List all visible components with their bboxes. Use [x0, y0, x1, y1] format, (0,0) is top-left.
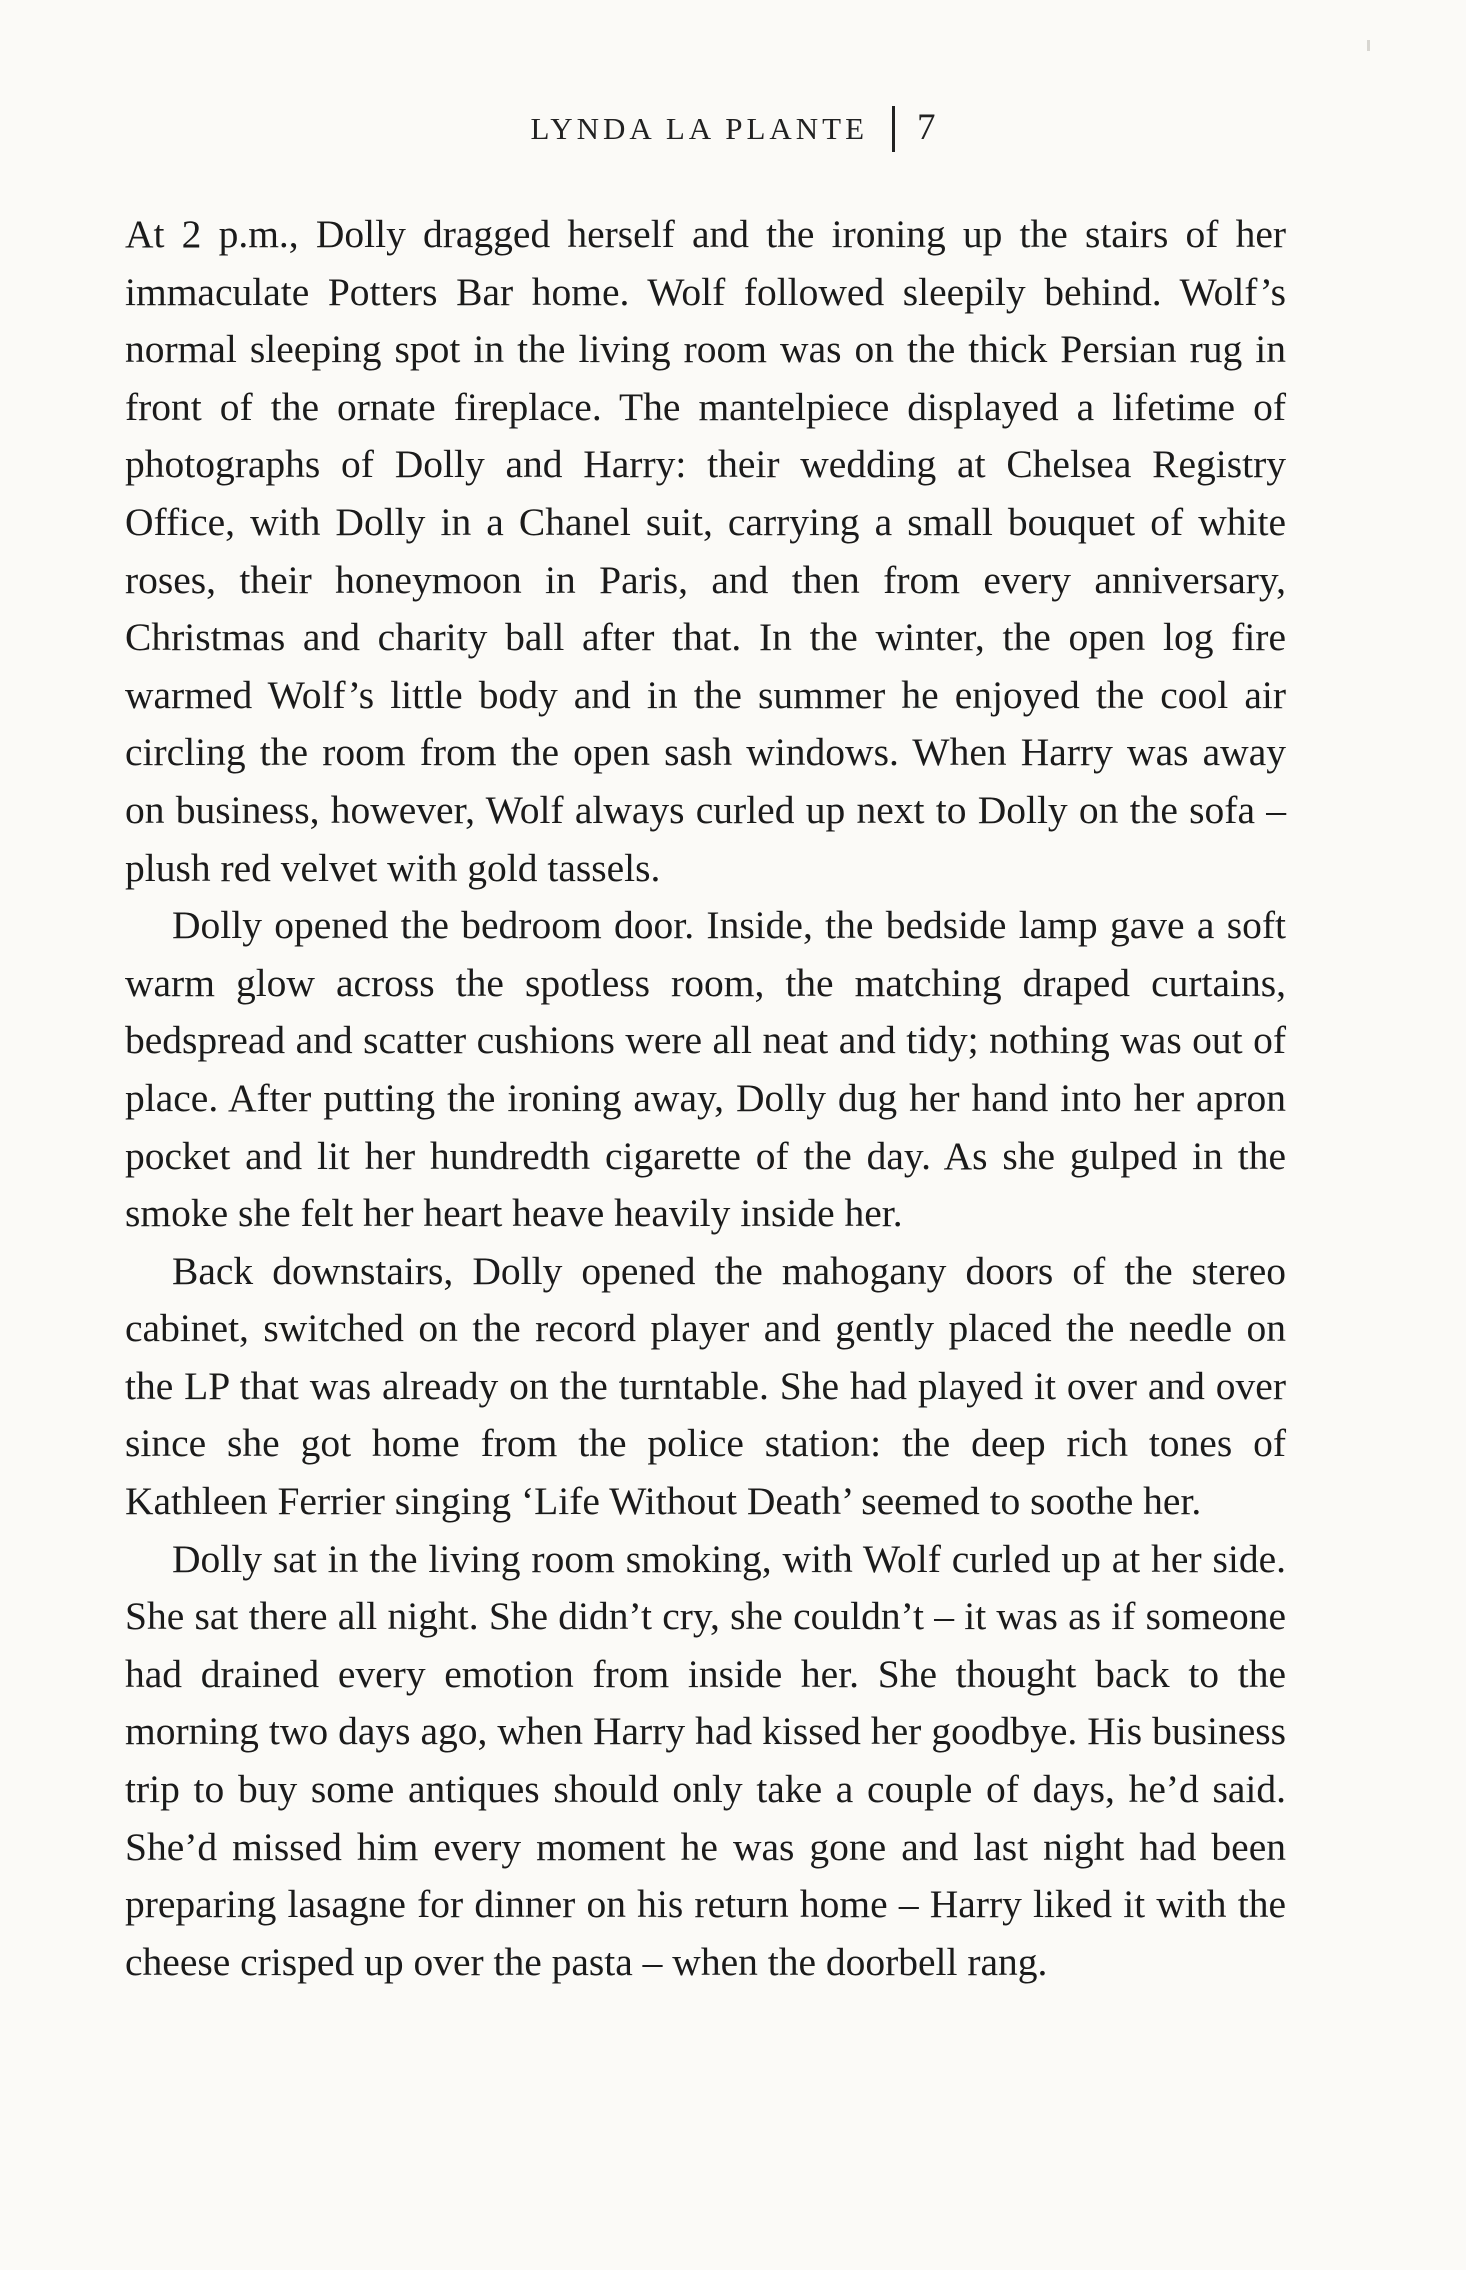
running-head: [0, 104, 1466, 155]
paragraph-3: Back downstairs, Dolly opened the mahogany doors of the stereo cabinet, switched on the record player and gently placed the needle on the LP that was already on the turntable. She had played it over and over since she got home from the police station: the deep rich tones of Kathleen Ferrier singing ‘Life Without Death’ seemed to soothe her.: [125, 1248, 1286, 1524]
paragraph-2: Dolly opened the bedroom door. Inside, the bedside lamp gave a soft warm glow across the spotless room, the matching draped curtains, bedspread and scatter cushions were all neat and tidy; nothing was out of place. After putting the ironing away, Dolly dug her hand into her apron pocket and lit her hundredth cigarette of the day. As she gulped in the smoke she felt her heart heave heavily inside her.: [125, 903, 1286, 1236]
paragraph-4: Dolly sat in the living room smoking, with Wolf curled up at her side. She sat there all night. She didn’t cry, she couldn’t – it was as if someone had drained every emotion from inside her. She thought back to the morning two days ago, when Harry had kissed her goodbye. His business trip to buy some antiques should only take a couple of days, he’d said. She’d missed him every moment he was gone and last night had been preparing lasagne for dinner on his return home – Harry liked it with the cheese crisped up over the pasta – when the doorbell rang.: [125, 1536, 1286, 1984]
paragraph-1: At 2 p.m., Dolly dragged herself and the ironing up the stairs of her immaculate Potters Bar home. Wolf followed sleepily behind. Wolf’s normal sleeping spot in the living room was on the thick Persian rug in front of the ornate fireplace. The mantelpiece displayed a lifetime of photographs of Dolly and Harry: their wedding at Chelsea Registry Office, with Dolly in a Chanel suit, carrying a small bouquet of white roses, their honeymoon in Paris, and then from every anniversary, Christmas and charity ball after that. In the winter, the open log fire warmed Wolf’s little body and in the summer he enjoyed the cool air circling the room from the open sash windows. When Harry was away on business, however, Wolf always curled up next to Dolly on the sofa – plush red velvet with gold tassels.: [125, 212, 1286, 890]
margin-scan-mark: [1367, 40, 1370, 51]
running-head-author: LYNDA LA PLANTE: [530, 111, 869, 146]
running-head-divider: [892, 106, 895, 152]
page-number: 7: [917, 107, 936, 148]
body-text: [125, 206, 1286, 1991]
